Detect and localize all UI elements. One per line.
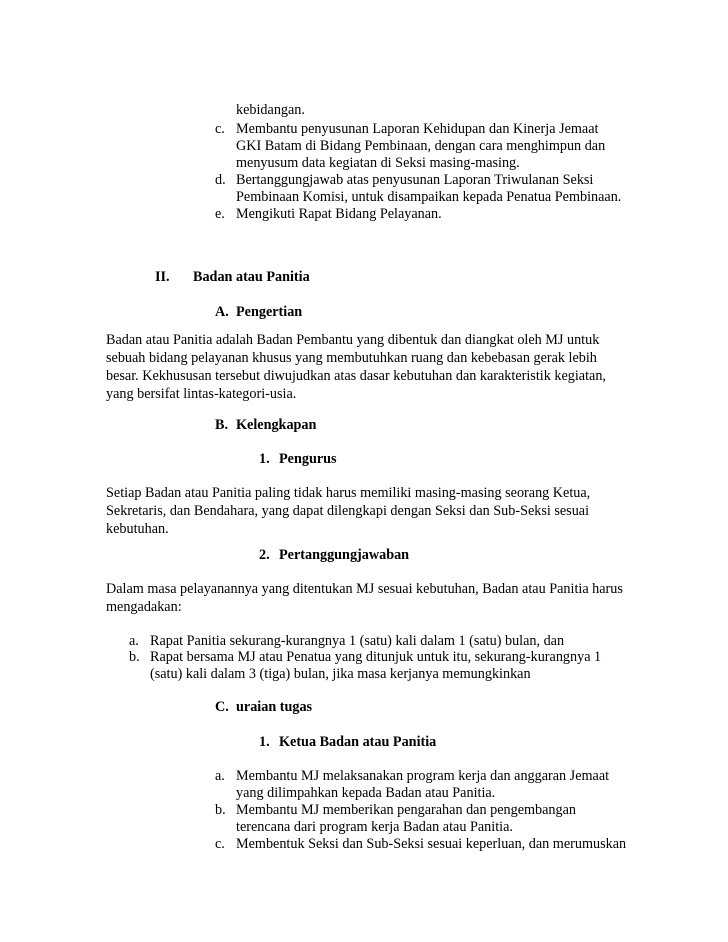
- list-item-line: Rapat bersama MJ atau Penatua yang ditunjuk untuk itu, sekurang-kurangnya 1: [150, 649, 602, 665]
- subheading: Pengurus: [279, 451, 337, 467]
- list-item-line: Pembinaan Komisi, untuk disampaikan kepada Penatua Pembinaan.: [236, 189, 622, 205]
- subheading: Pengertian: [236, 304, 303, 320]
- paragraph-line: yang bersifat lintas-kategori-usia.: [106, 386, 297, 402]
- list-item-line: Membantu penyusunan Laporan Kehidupan dan Kinerja Jemaat: [236, 121, 599, 137]
- list-continuation-line: kebidangan.: [236, 102, 305, 118]
- paragraph-pertanggungjawaban: [106, 580, 622, 616]
- section-heading: Badan atau Panitia: [193, 269, 310, 285]
- paragraph-line: besar. Kekhususan tersebut diwujudkan atas dasar kebutuhan dan karakteristik kegiatan,: [106, 368, 606, 384]
- list-marker: b.: [215, 802, 226, 818]
- list-marker: c.: [215, 836, 225, 852]
- list-item-line: menyusum data kegiatan di Seksi masing-masing.: [236, 155, 520, 171]
- list-marker: b.: [129, 649, 140, 665]
- subheading: Ketua Badan atau Panitia: [279, 734, 437, 750]
- paragraph-line: mengadakan:: [106, 599, 182, 615]
- subheading: Kelengkapan: [236, 417, 317, 433]
- paragraph-pengurus: [106, 484, 622, 538]
- paragraph-pengertian: [106, 331, 622, 403]
- list-item-line: Rapat Panitia sekurang-kurangnya 1 (satu) kali dalam 1 (satu) bulan, dan: [150, 633, 565, 649]
- subheading-marker: 1.: [259, 451, 270, 467]
- subheading-marker: B.: [215, 417, 229, 433]
- paragraph-line: Dalam masa pelayanannya yang ditentukan MJ sesuai kebutuhan, Badan atau Panitia harus: [106, 581, 623, 597]
- subheading-marker: 2.: [259, 547, 270, 563]
- paragraph-line: kebutuhan.: [106, 521, 169, 537]
- list-item-line: yang dilimpahkan kepada Badan atau Panitia.: [236, 785, 496, 801]
- list-marker: a.: [129, 633, 139, 649]
- list-item-line: Mengikuti Rapat Bidang Pelayanan.: [236, 206, 442, 222]
- subheading: uraian tugas: [236, 699, 313, 715]
- subheading-marker: A.: [215, 304, 229, 320]
- paragraph-line: Setiap Badan atau Panitia paling tidak harus memiliki masing-masing seorang Ketua,: [106, 485, 591, 501]
- list-item-line: Membentuk Seksi dan Sub-Seksi sesuai keperluan, dan merumuskan: [236, 836, 627, 852]
- list-item-line: terencana dari program kerja Badan atau Panitia.: [236, 819, 513, 835]
- list-item-line: Bertanggungjawab atas penyusunan Laporan Triwulanan Seksi: [236, 172, 594, 188]
- list-marker: a.: [215, 768, 225, 784]
- paragraph-line: sebuah bidang pelayanan khusus yang membutuhkan ruang dan kebebasan gerak lebih: [106, 350, 597, 366]
- paragraph-line: Sekretaris, dan Bendahara, yang dapat dilengkapi dengan Seksi dan Sub-Seksi sesuai: [106, 503, 590, 519]
- list-item-line: Membantu MJ melaksanakan program kerja dan anggaran Jemaat: [236, 768, 610, 784]
- list-marker: c.: [215, 121, 225, 137]
- list-item-line: Membantu MJ memberikan pengarahan dan pengembangan: [236, 802, 576, 818]
- subheading: Pertanggungjawaban: [279, 547, 410, 563]
- subheading-marker: 1.: [259, 734, 270, 750]
- list-item-line: GKI Batam di Bidang Pembinaan, dengan cara menghimpun dan: [236, 138, 606, 154]
- subheading-marker: C.: [215, 699, 229, 715]
- section-numeral: II.: [155, 269, 170, 285]
- list-item-line: (satu) kali dalam 3 (tiga) bulan, jika masa kerjanya memungkinkan: [150, 666, 531, 682]
- paragraph-line: Badan atau Panitia adalah Badan Pembantu yang dibentuk dan diangkat oleh MJ untuk: [106, 332, 600, 348]
- list-marker: e.: [215, 206, 225, 222]
- list-marker: d.: [215, 172, 226, 188]
